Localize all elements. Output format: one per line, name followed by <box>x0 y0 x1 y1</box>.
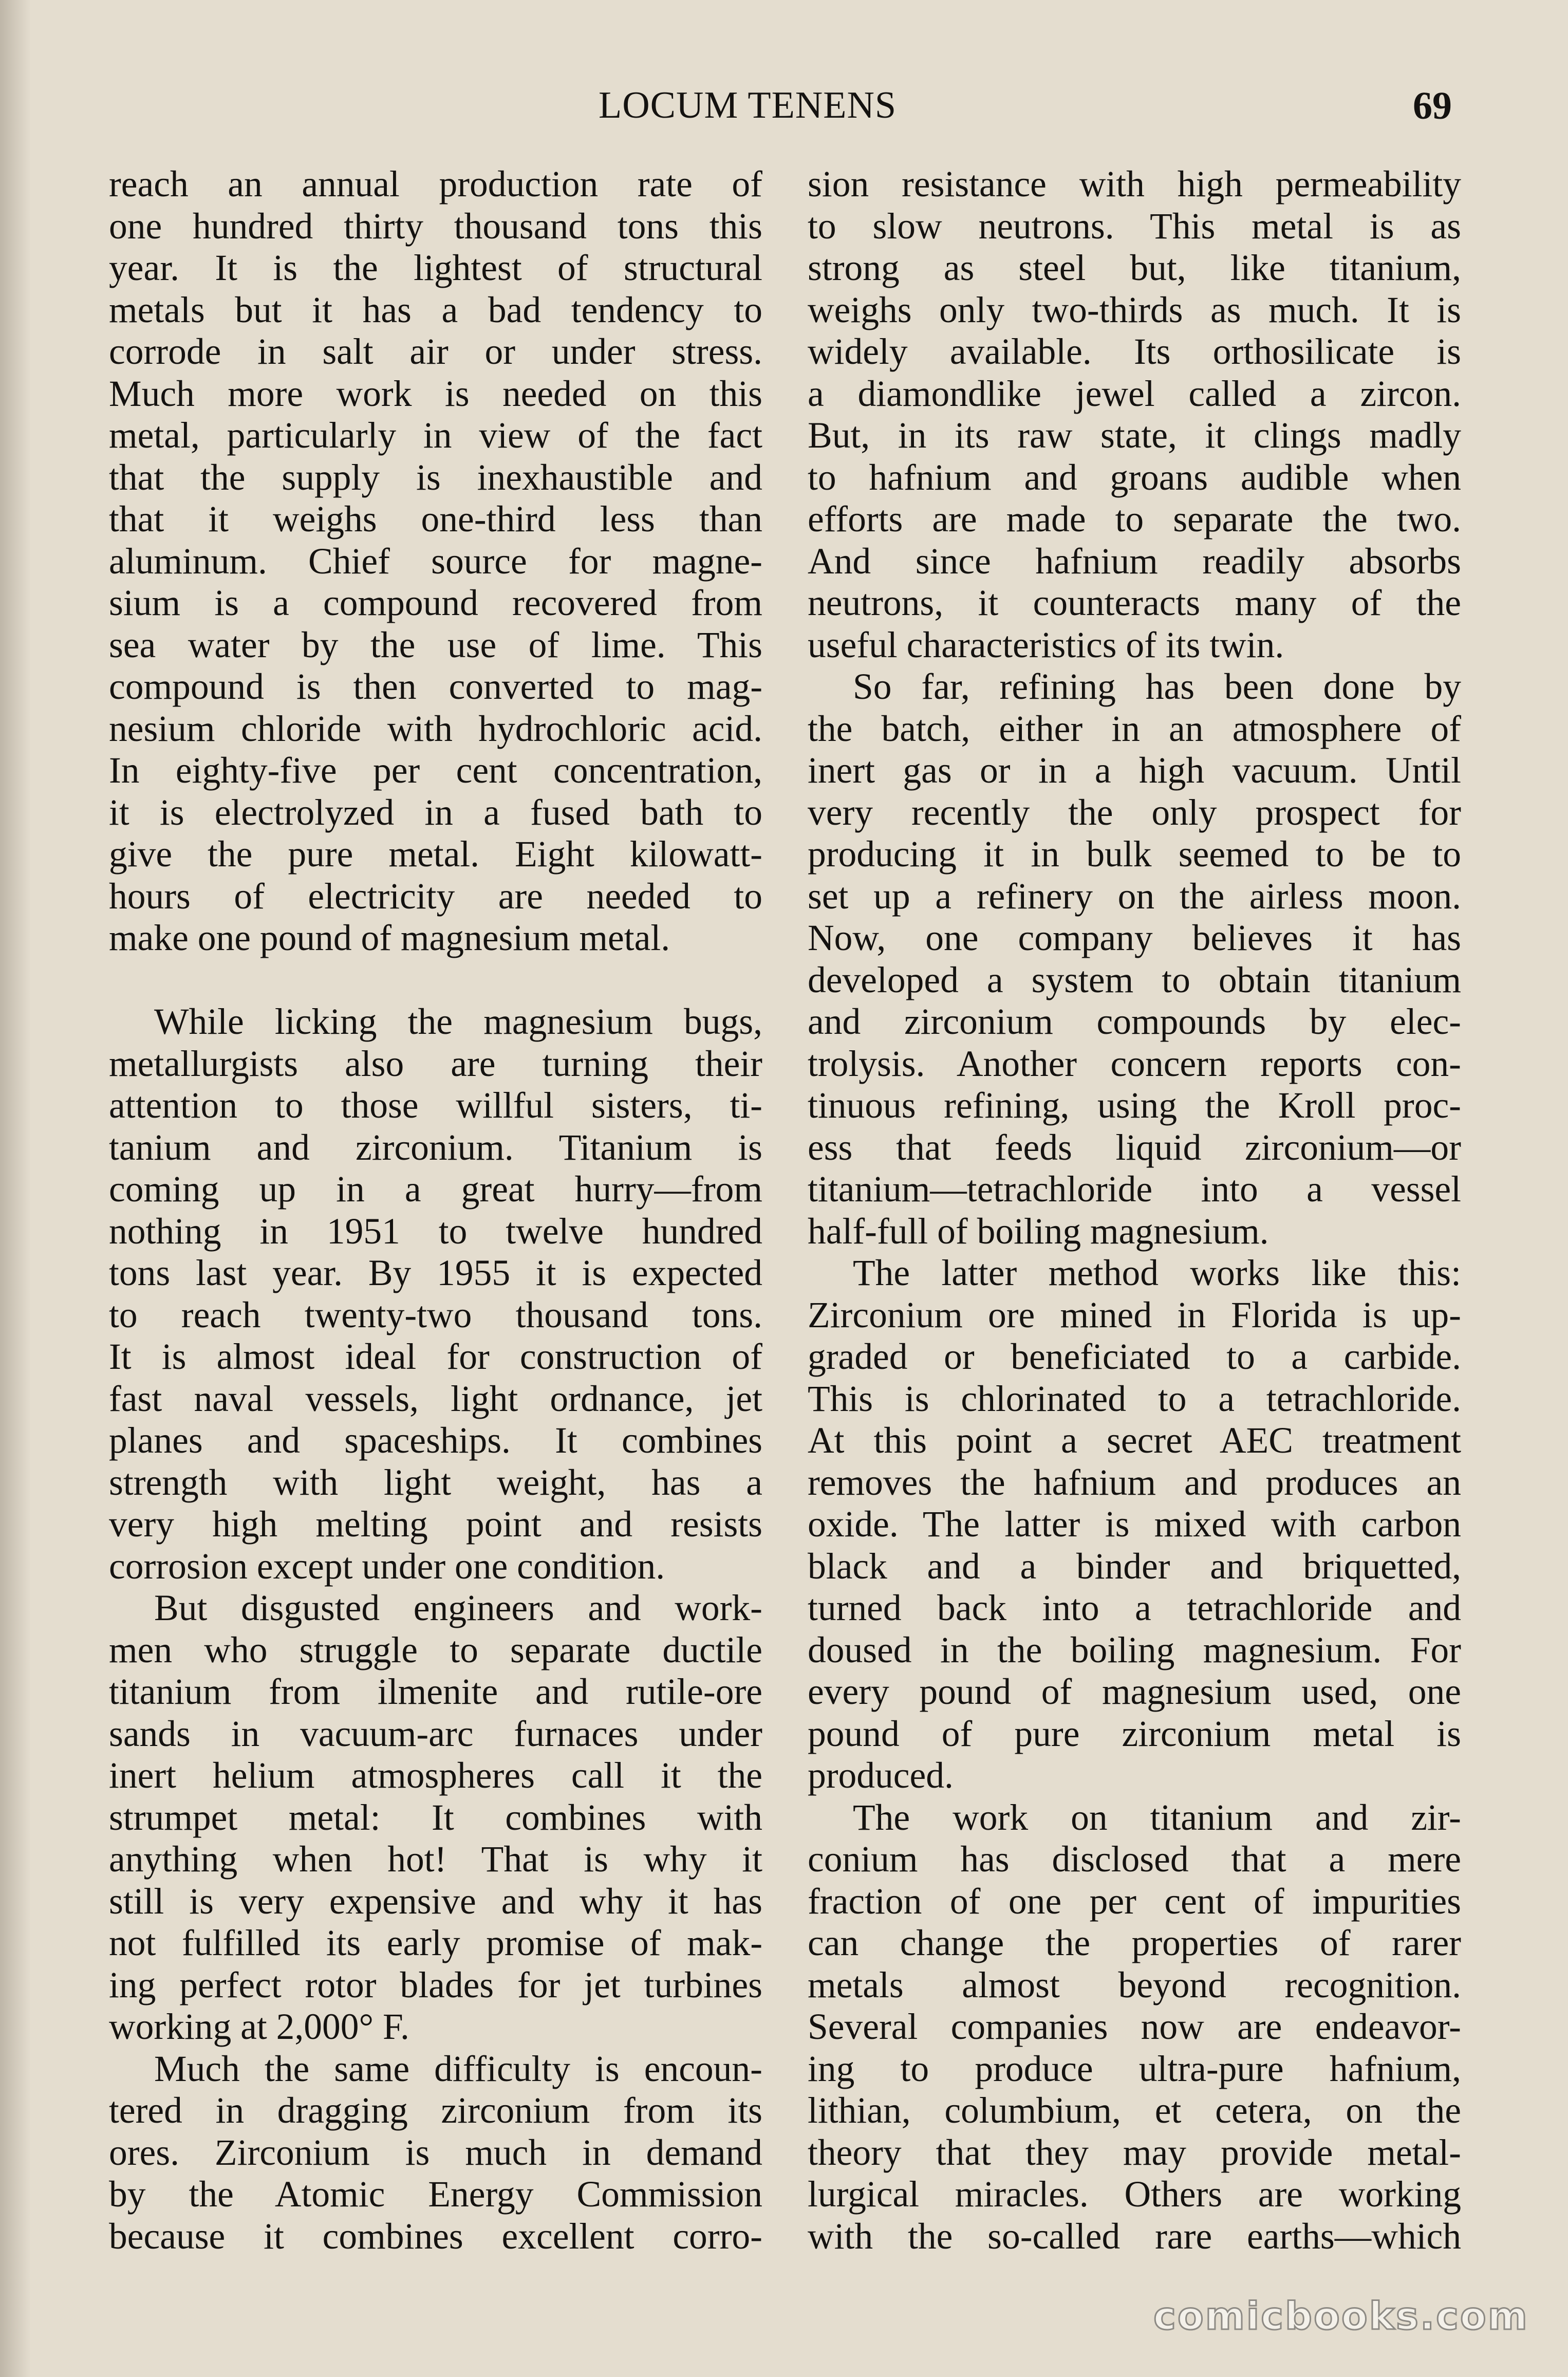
text-line: doused in the boiling magnesium. For <box>808 1629 1461 1670</box>
text-line: weighs only two-thirds as much. It is <box>808 289 1461 330</box>
text-line: producing it in bulk seemed to be to <box>808 834 1461 875</box>
text-line: metals but it has a bad tendency to <box>109 289 762 330</box>
text-line: sion resistance with high permeability <box>808 164 1461 205</box>
right-text-column <box>808 163 1461 2257</box>
text-line: to reach twenty-two thousand tons. <box>109 1294 762 1335</box>
text-line: efforts are made to separate the two. <box>808 499 1461 540</box>
text-line: tanium and zirconium. Titanium is <box>109 1127 762 1168</box>
text-line: widely available. Its orthosilicate is <box>808 331 1461 372</box>
text-line: planes and spaceships. It combines <box>109 1420 762 1461</box>
text-line: still is very expensive and why it has <box>109 1881 762 1922</box>
text-line: with the so-called rare earths—which <box>808 2216 1461 2257</box>
text-line: ess that feeds liquid zirconium—or <box>808 1127 1461 1168</box>
text-line: inert helium atmospheres call it the <box>109 1755 762 1796</box>
text-line: working at 2,000° F. <box>109 2007 409 2047</box>
text-line: In eighty-five per cent concentration, <box>109 750 762 791</box>
text-line: because it combines excellent corro- <box>109 2216 762 2257</box>
text-line: by the Atomic Energy Commission <box>109 2174 762 2215</box>
text-line: conium has disclosed that a mere <box>808 1839 1461 1880</box>
text-line: set up a refinery on the airless moon. <box>808 876 1461 917</box>
text-line: year. It is the lightest of structural <box>109 248 762 288</box>
text-line: strength with light weight, has a <box>109 1462 762 1503</box>
text-line: ores. Zirconium is much in demand <box>109 2132 762 2173</box>
paragraph-break <box>109 959 762 1001</box>
text-line: fraction of one per cent of impurities <box>808 1881 1461 1922</box>
text-line: black and a binder and briquetted, <box>808 1546 1461 1587</box>
site-watermark: comicbooks.com <box>1153 2294 1529 2338</box>
text-line: This is chlorinated to a tetrachloride. <box>808 1378 1461 1419</box>
text-line: one hundred thirty thousand tons this <box>109 206 762 247</box>
text-line: useful characteristics of its twin. <box>808 624 1284 665</box>
text-line: half-full of boiling magnesium. <box>808 1211 1269 1252</box>
text-line: and zirconium compounds by elec- <box>808 1001 1461 1042</box>
text-line: ing perfect rotor blades for jet turbines <box>109 1964 762 2005</box>
text-line: can change the properties of rarer <box>808 1923 1461 1963</box>
text-line: titanium from ilmenite and rutile-ore <box>109 1672 762 1712</box>
text-line: Zirconium ore mined in Florida is up- <box>808 1294 1461 1335</box>
text-line: to slow neutrons. This metal is as <box>808 206 1461 247</box>
text-line: to hafnium and groans audible when <box>808 457 1461 498</box>
text-line: hours of electricity are needed to <box>109 876 762 917</box>
text-line: theory that they may provide metal- <box>808 2132 1461 2173</box>
text-line: turned back into a tetrachloride and <box>808 1588 1461 1628</box>
text-line: And since hafnium readily absorbs <box>808 541 1461 582</box>
text-line: graded or beneficiated to a carbide. <box>808 1336 1461 1377</box>
text-line: sands in vacuum-arc furnaces under <box>109 1713 762 1754</box>
text-line: that it weighs one-third less than <box>109 499 762 540</box>
text-line: corrosion except under one condition. <box>109 1546 665 1587</box>
text-line: While licking the magnesium bugs, <box>154 1001 762 1042</box>
text-line: a diamondlike jewel called a zircon. <box>808 373 1461 414</box>
text-line: corrode in salt air or under stress. <box>109 331 762 372</box>
text-line: Now, one company believes it has <box>808 918 1461 958</box>
text-line: The latter method works like this: <box>853 1253 1461 1293</box>
text-line: metal, particularly in view of the fact <box>109 415 762 456</box>
text-line: Much the same difficulty is encoun- <box>154 2048 762 2089</box>
text-line: ing to produce ultra-pure hafnium, <box>808 2048 1461 2089</box>
text-line: neutrons, it counteracts many of the <box>808 583 1461 623</box>
text-line: developed a system to obtain titanium <box>808 959 1461 1000</box>
text-line: metallurgists also are turning their <box>109 1043 762 1084</box>
text-line: But disgusted engineers and work- <box>154 1588 762 1628</box>
text-line: oxide. The latter is mixed with carbon <box>808 1504 1461 1545</box>
page-edge-shadow <box>0 0 31 2377</box>
text-line: lurgical miracles. Others are working <box>808 2174 1461 2215</box>
text-line: lithian, columbium, et cetera, on the <box>808 2090 1461 2131</box>
text-line: Several companies now are endeavor- <box>808 2007 1461 2047</box>
running-head: LOCUM TENENS <box>599 84 897 126</box>
text-line: trolysis. Another concern reports con- <box>808 1043 1461 1084</box>
text-line: The work on titanium and zir- <box>853 1797 1461 1838</box>
text-line: produced. <box>808 1755 954 1796</box>
text-line: tered in dragging zirconium from its <box>109 2090 762 2131</box>
text-line: It is almost ideal for construction of <box>109 1336 762 1377</box>
text-line: At this point a secret AEC treatment <box>808 1420 1461 1461</box>
text-line: not fulfilled its early promise of mak- <box>109 1923 762 1963</box>
text-line: Much more work is needed on this <box>109 373 762 414</box>
text-line: fast naval vessels, light ordnance, jet <box>109 1378 762 1419</box>
text-line: But, in its raw state, it clings madly <box>808 415 1461 456</box>
text-line: titanium—tetrachloride into a vessel <box>808 1169 1461 1210</box>
text-line: removes the hafnium and produces an <box>808 1462 1461 1503</box>
text-line: strong as steel but, like titanium, <box>808 248 1461 288</box>
text-line: every pound of magnesium used, one <box>808 1672 1461 1712</box>
text-line: very high melting point and resists <box>109 1504 762 1545</box>
text-line: that the supply is inexhaustible and <box>109 457 762 498</box>
text-line: reach an annual production rate of <box>109 164 762 205</box>
text-line: it is electrolyzed in a fused bath to <box>109 792 762 833</box>
text-line: the batch, either in an atmosphere of <box>808 708 1461 749</box>
text-line: sium is a compound recovered from <box>109 583 762 623</box>
text-line: make one pound of magnesium metal. <box>109 918 670 958</box>
text-line: very recently the only prospect for <box>808 792 1461 833</box>
text-line: tons last year. By 1955 it is expected <box>109 1253 762 1293</box>
text-line: nothing in 1951 to twelve hundred <box>109 1211 762 1252</box>
page-number: 69 <box>1413 84 1452 127</box>
text-line: compound is then converted to mag- <box>109 666 762 707</box>
text-line: inert gas or in a high vacuum. Until <box>808 750 1461 791</box>
text-line: strumpet metal: It combines with <box>109 1797 762 1838</box>
text-line: metals almost beyond recognition. <box>808 1964 1461 2005</box>
text-line: So far, refining has been done by <box>853 666 1461 707</box>
text-line: sea water by the use of lime. This <box>109 624 762 665</box>
text-line: tinuous refining, using the Kroll proc- <box>808 1085 1461 1126</box>
text-line: pound of pure zirconium metal is <box>808 1713 1461 1754</box>
text-line: aluminum. Chief source for magne- <box>109 541 762 582</box>
text-line: attention to those willful sisters, ti- <box>109 1085 762 1126</box>
text-line: anything when hot! That is why it <box>109 1839 762 1880</box>
text-line: coming up in a great hurry—from <box>109 1169 762 1210</box>
text-line: nesium chloride with hydrochloric acid. <box>109 708 762 749</box>
left-text-column <box>109 163 762 2257</box>
text-line: men who struggle to separate ductile <box>109 1629 762 1670</box>
text-line: give the pure metal. Eight kilowatt- <box>109 834 762 875</box>
